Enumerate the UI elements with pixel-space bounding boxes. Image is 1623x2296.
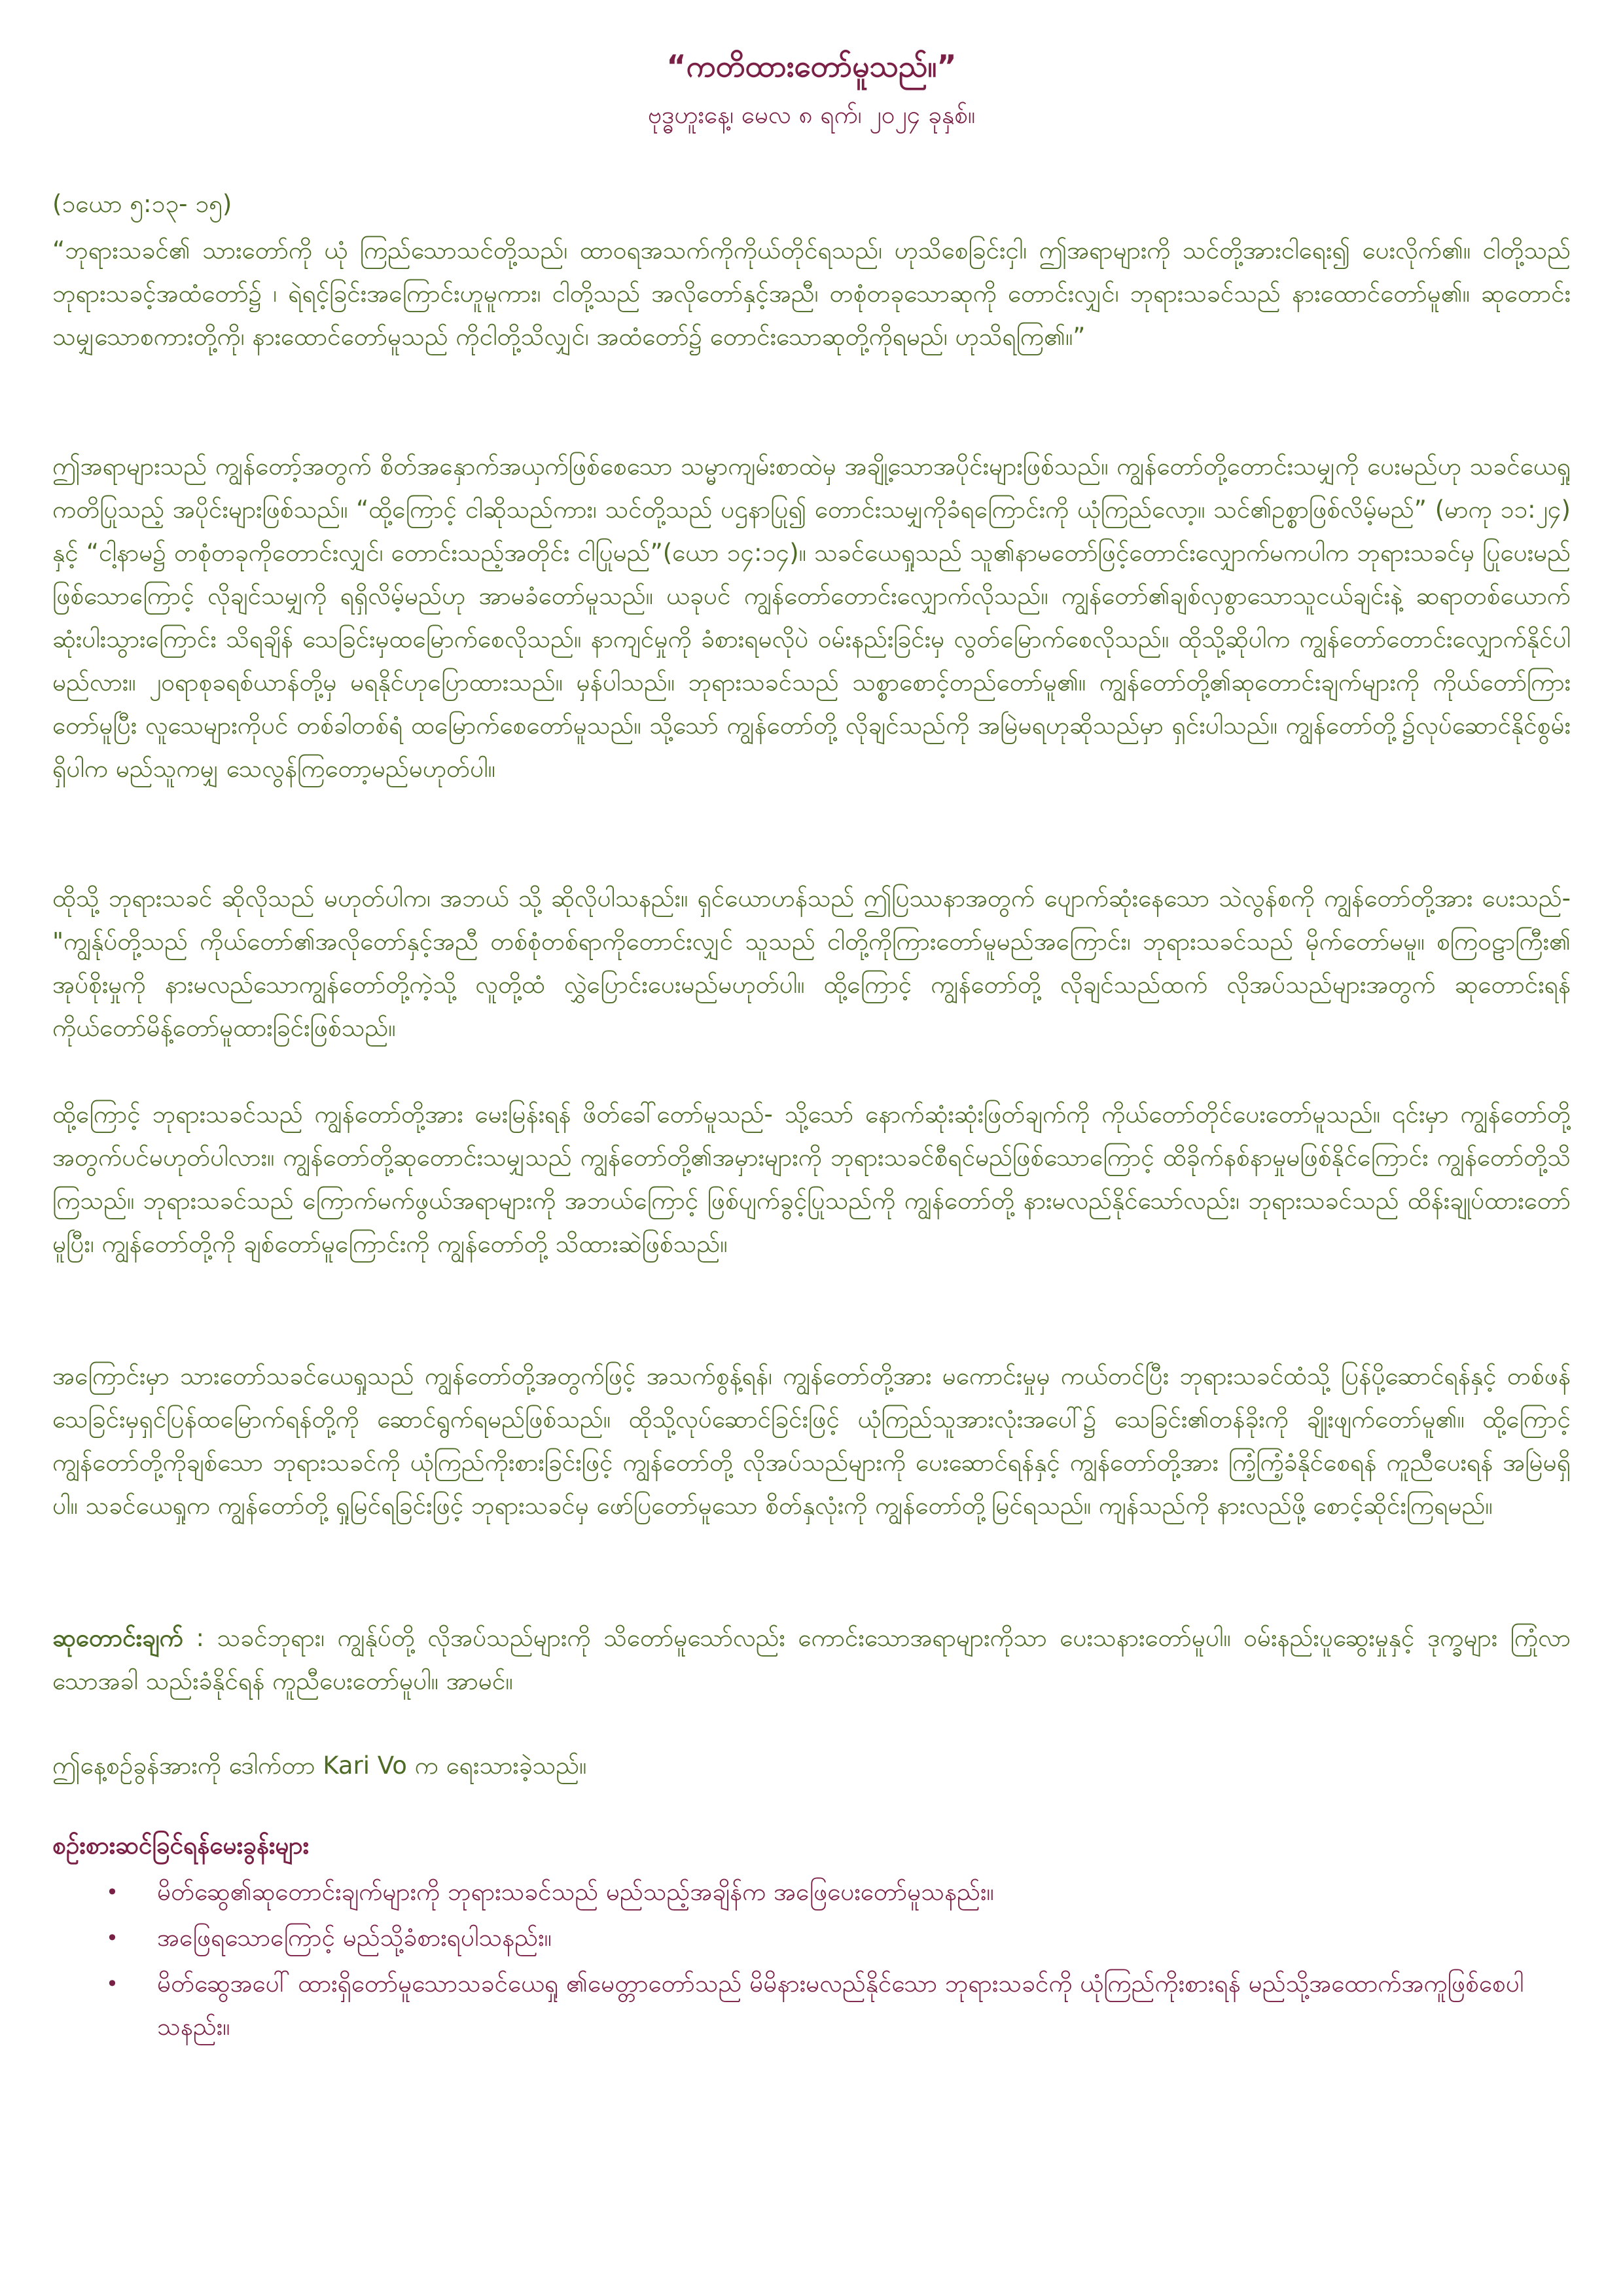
question-text: မိတ်ဆွေ၏ဆုတောင်းချက်များကို ဘုရားသခင်သည် မည်သည့်အချိန်က အဖြေပေးတော်မူသနည်း။ [157,1878,994,1906]
question-item [52,1962,1571,2049]
paragraph-3: ထို့ကြောင့် ဘုရားသခင်သည် ကျွန်တော်တို့အား မေးမြန်းရန် ဖိတ်ခေါ်တော်မူသည်- သို့သော် နောက်ဆုံးဆုံးဖြတ်ချက်ကို ကိုယ်တော်တိုင်ပေးတော်မူသည်။ ၎င်းမှာ ကျွန်တော်တို့အတွက်ပင်မဟုတ်ပါလား။ ကျွန်တော်တို့ဆုတောင်းသမျှသည် ကျွန်တော်တို့၏အမှားများကို ဘုရားသခင်စီရင်မည်ဖြစ်သောကြောင့် ထိခိုက်နစ်နာမှုမဖြစ်နိုင်ကြောင်း ကျွန်တော်တို့သိကြသည်။ ဘုရားသခင်သည် ကြောက်မက်ဖွယ်အရာများကို အဘယ်ကြောင့် ဖြစ်ပျက်ခွင့်ပြုသည်ကို ကျွန်တော်တို့ နားမလည်နိုင်သော်လည်း၊ ဘုရားသခင်သည် ထိန်းချုပ်ထားတော်မူပြီး၊ ကျွန်တော်တို့ကို ချစ်တော်မူကြောင်းကို ကျွန်တော်တို့ သိထားဆဲဖြစ်သည်။ [52,1100,1571,1258]
prayer [52,1617,1571,1703]
question-text: မိတ်ဆွေအပေါ် ထားရှိတော်မူသောသခင်ယေရှု ၏မေတ္တာတော်သည် မိမိနားမလည်နိုင်သော ဘုရားသခင်ကို ယုံကြည်ကိုးစားရန် မည်သို့အထောက်အကူဖြစ်စေပါသနည်း။ [157,1969,1524,2041]
scripture-reference: (၁ယော ၅:၁၃- ၁၅) [52,190,232,218]
bullet-icon: • [106,1880,118,1905]
date-line: ဗုဒ္ဓဟူးနေ့၊ မေလ ၈ ရက်၊ ၂၀၂၄ ခုနှစ်။ [647,101,976,129]
page-title: “ကတိထားတော်မူသည်။” [666,48,957,84]
question-item [52,1916,1571,1960]
prayer-separator: : [183,1624,217,1652]
paragraph-4: အကြောင်းမှာ သားတော်သခင်ယေရှုသည် ကျွန်တော်တို့အတွက်ဖြင့် အသက်စွန့်ရန်၊ ကျွန်တော်တို့အား မကောင်းမှုမှ ကယ်တင်ပြီး ဘုရားသခင်ထံသို့ ပြန်ပို့ဆောင်ရန်နှင့် တစ်ဖန်သေခြင်းမှရှင်ပြန်ထမြောက်ရန်တို့ကို ဆောင်ရွက်ရမည်ဖြစ်သည်။ ထိုသို့လုပ်ဆောင်ခြင်းဖြင့် ယုံကြည်သူအားလုံးအပေါ်၌ သေခြင်း၏တန်ခိုးကို ချိုးဖျက်တော်မူ၏။ ထို့ကြောင့် ကျွန်တော်တို့ကိုချစ်သော ဘုရားသခင်ကို ယုံကြည်ကိုးစားခြင်းဖြင့် ကျွန်တော်တို့ လိုအပ်သည်များကို ပေးဆောင်ရန်နှင့် ကျွန်တော်တို့အား ကြံ့ကြံ့ခံနိုင်စေရန် ကူညီပေးရန် အမြဲမရှိပါ။ သခင်ယေရှုက ကျွန်တော်တို့ ရှုမြင်ရခြင်းဖြင့် ဘုရားသခင်မှ ဖော်ပြတော်မူသော စိတ်နှလုံးကို ကျွန်တော်တို့မြင်ရသည်။ ကျန်သည်ကို နားလည်ဖို့ စောင့်ဆိုင်းကြရမည်။ [52,1362,1571,1520]
prayer-label: ဆုတောင်းချက် [52,1624,183,1652]
bullet-icon: • [106,1926,118,1950]
prayer-text: သခင်ဘုရား၊ ကျွန်ုပ်တို့ လိုအပ်သည်များကို သိတော်မူသော်လည်း ကောင်းသောအရာများကိုသာ ပေးသနားတော်မူပါ။ ဝမ်းနည်းပူဆွေးမှုနှင့် ဒုက္ခများ ကြုံလာသောအခါ သည်းခံနိုင်ရန် ကူညီပေးတော်မူပါ။ အာမင်။ [52,1624,1571,1695]
author-credit: ဤနေ့စဉ်ခွန်အားကို ဒေါက်တာ Kari Vo က ရေးသားခဲ့သည်။ [52,1751,587,1780]
paragraph-1: ဤအရာများသည် ကျွန်တော့်အတွက် စိတ်အနှောက်အယှက်ဖြစ်စေသော သမ္မာကျမ်းစာထဲမှ အချို့သောအပိုင်းများဖြစ်သည်။ ကျွန်တော်တို့တောင်းသမျှကို ပေးမည်ဟု သခင်ယေရှုကတိပြုသည့် အပိုင်းများဖြစ်သည်။ “ထို့ကြောင့် ငါဆိုသည်ကား၊ သင်တို့သည် ပဌနာပြု၍ တောင်းသမျှကိုခံရကြောင်းကို ယုံကြည်လော့။ သင်၏ဥစ္စာဖြစ်လိမ့်မည်” (မာကု ၁၁:၂၄) နှင့် “ငါ့နာမ၌ တစုံတခုကိုတောင်းလျှင်၊ တောင်းသည့်အတိုင်း ငါပြုမည်”(ယော ၁၄:၁၄)။ သခင်ယေရှုသည် သူ၏နာမတော်ဖြင့်တောင်းလျှောက်မကပါက ဘုရားသခင်မှ ပြုပေးမည်ဖြစ်သောကြောင့် လိုချင်သမျှကို ရရှိလိမ့်မည်ဟု အာမခံတော်မူသည်။ ယခုပင် ကျွန်တော်တောင်းလျှောက်လိုသည်။ ကျွန်တော်၏ချစ်လှစွာသောသူငယ်ချင်းနဲ့ ဆရာတစ်ယောက် ဆုံးပါးသွားကြောင်း သိရချိန် သေခြင်းမှထမြောက်စေလိုသည်။ နာကျင်မှုကို ခံစားရမလိုပဲ ဝမ်းနည်းခြင်းမှ လွတ်မြောက်စေလိုသည်။ ထိုသို့ဆိုပါက ကျွန်တော်တောင်းလျှောက်နိုင်ပါမည်လား။ ၂၀ရာစုခရစ်ယာန်တို့မှ မရနိုင်ဟုပြောထားသည်။ မှန်ပါသည်။ ဘုရားသခင်သည် သစ္စာစောင့်တည်တော်မူ၏။ ကျွန်တော်တို့၏ဆုတောင်းချက်များကို ကိုယ်တော်ကြားတော်မူပြီး လူသေများကိုပင် တစ်ခါတစ်ရံ ထမြောက်စေတော်မူသည်။ သို့သော် ကျွန်တော်တို့ လိုချင်သည်ကို အမြဲမရဟုဆိုသည်မှာ ရှင်းပါသည်။ ကျွန်တော်တို့၌လုပ်ဆောင်နိုင်စွမ်းရှိပါက မည်သူကမျှ သေလွန်ကြတော့မည်မဟုတ်ပါ။ [52,452,1571,783]
questions-list [52,1871,1571,2051]
bullet-icon: • [106,1971,118,1996]
scripture-text: “ဘုရားသခင်၏ သားတော်ကို ယုံ ကြည်သောသင်တို့သည်၊ ထာဝရအသက်ကိုကိုယ်တိုင်ရသည်၊ ဟုသိစေခြင်းငှါ၊ ဤအရာများကို သင်တို့အားငါရေး၍ ပေးလိုက်၏။ ငါတို့သည်ဘုရားသခင့်အထံတော်၌ ၊ ရဲရင့်ခြင်းအကြောင်းဟူမူကား၊ ငါတို့သည် အလိုတော်နှင့်အညီ၊ တစုံတခုသောဆုကို တောင်းလျှင်၊ ဘုရားသခင်သည် နားထောင်တော်မူ၏။ ဆုတောင်းသမျှသောစကားတို့ကို၊ နားထောင်တော်မူသည် ကိုငါတို့သိလျှင်၊ အထံတော်၌ တောင်းသောဆုတို့ကိုရမည်၊ ဟုသိရကြ၏။” [52,236,1571,351]
question-item [52,1871,1571,1914]
paragraph-2: ထိုသို့ ဘုရားသခင် ဆိုလိုသည် မဟုတ်ပါက၊ အဘယ် သို့ ဆိုလိုပါသနည်း။ ရှင်ယောဟန်သည် ဤပြဿနာအတွက် ပျောက်ဆုံးနေသော သဲလွန်စကို ကျွန်တော်တို့အား ပေးသည်- "ကျွန်ုပ်တို့သည် ကိုယ်တော်၏အလိုတော်နှင့်အညီ တစ်စုံတစ်ရာကိုတောင်းလျှင် သူသည် ငါတို့ကိုကြားတော်မူမည်အကြောင်း၊ ဘုရားသခင်သည် မိုက်တော်မမူ။ စကြဝဠာကြီး၏ အုပ်စိုးမှုကို နားမလည်သောကျွန်တော်တို့ကဲ့သို့ လူတို့ထံ လွှဲပြောင်းပေးမည်မဟုတ်ပါ။ ထို့ကြောင့် ကျွန်တော်တို့ လိုချင်သည်ထက် လိုအပ်သည်များအတွက် ဆုတောင်းရန် ကိုယ်တော်မိန့်တော်မူထားခြင်းဖြစ်သည်။ [52,884,1571,1042]
question-text: အဖြေရသောကြောင့် မည်သို့ခံစားရပါသနည်း။ [157,1924,552,1952]
questions-heading: စဉ်းစားဆင်ခြင်ရန်မေးခွန်းများ [52,1831,309,1859]
